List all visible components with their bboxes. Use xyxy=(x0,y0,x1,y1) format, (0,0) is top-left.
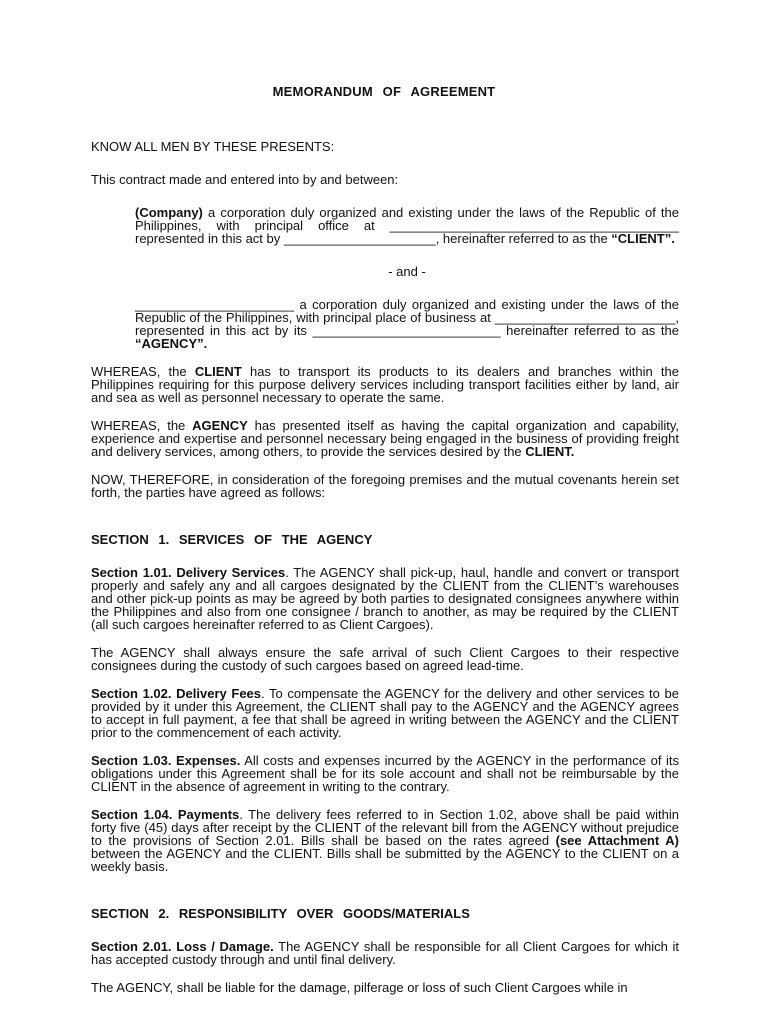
whereas-agency-client-bold: CLIENT. xyxy=(525,444,575,459)
whereas-agency-paragraph xyxy=(91,419,679,458)
section-1-01-text: . The AGENCY shall pick-up, haul, handle and convert or transport properly and safely any and all cargoes designated by the CLIENT from the CLIENT’s warehouses and other pick-up points as may be agreed by both parties to designated consignees anywhere within the Philippines and also from one consignee / branch to another, as may be required by the CLIENT (all such cargoes hereinafter referred to as Client Cargoes). xyxy=(91,565,679,632)
party-agency-paragraph xyxy=(135,298,679,350)
attachment-reference: (see Attachment A) xyxy=(555,833,679,848)
party-client-paragraph xyxy=(135,206,679,245)
know-all-line: KNOW ALL MEN BY THESE PRESENTS: xyxy=(91,139,335,154)
party-agency-text: ______________________ a corporation duly organized and existing under the laws of the Republic of the Philippines, with principal place of business at _________________________, represented in this act by its __________________________ hereinafter referred to as the xyxy=(135,297,679,338)
and-separator: - and - xyxy=(388,264,426,279)
section-2-01-paragraph xyxy=(91,940,679,966)
section-1-03-paragraph xyxy=(91,754,679,793)
section-2-01-paragraph-2: The AGENCY, shall be liable for the damage, pilferage or loss of such Client Cargoes while in xyxy=(91,980,628,995)
now-therefore-paragraph: NOW, THEREFORE, in consideration of the foregoing premises and the mutual covenants herein set forth, the parties have agreed as follows: xyxy=(91,472,679,500)
section-1-02-head: Section 1.02. Delivery Fees xyxy=(91,686,262,701)
whereas-client-paragraph xyxy=(91,365,679,404)
whereas-client-text: has to transport its products to its dealers and branches within the Philippines requiring for this purpose delivery services including transport facilities either by land, air and sea as well as personnel necessary to operate the same. xyxy=(91,364,680,405)
section-2-01-head: Section 2.01. Loss / Damage. xyxy=(91,939,274,954)
section-1-02-paragraph xyxy=(91,687,679,739)
section-2-heading: SECTION 2. RESPONSIBILITY OVER GOODS/MATERIALS xyxy=(91,906,470,921)
section-1-04-paragraph xyxy=(91,808,679,873)
document-body xyxy=(91,140,679,994)
section-1-01-head: Section 1.01. Delivery Services xyxy=(91,565,286,580)
document-title: MEMORANDUM OF AGREEMENT xyxy=(272,84,496,99)
section-1-02-text: . To compensate the AGENCY for the delivery and other services to be provided by it under this Agreement, the CLIENT shall pay to the AGENCY and the AGENCY agrees to accept in full payment, a fee that shall be agreed in writing between the AGENCY and the CLIENT prior to the commencement of each activity. xyxy=(91,686,679,740)
section-1-04-text-b: between the AGENCY and the CLIENT. Bills shall be submitted by the AGENCY to the CLIENT on a weekly basis. xyxy=(91,846,679,874)
section-1-heading: SECTION 1. SERVICES OF THE AGENCY xyxy=(91,532,373,547)
section-1-01-paragraph-2: The AGENCY shall always ensure the safe arrival of such Client Cargoes to their respective consignees during the custody of such cargoes based on agreed lead-time. xyxy=(91,645,679,673)
company-label: (Company) xyxy=(135,205,203,220)
section-2-01-text: The AGENCY shall be responsible for all Client Cargoes for which it has accepted custody through and until final delivery. xyxy=(91,939,679,967)
section-1-04-text-a: . The delivery fees referred to in Section 1.02, above shall be paid within forty five (45) days after receipt by the CLIENT of the relevant bill from the AGENCY without prejudice to the provisions of Section 2.01. Bills shall be based on the rates agreed xyxy=(91,807,679,848)
section-1-03-head: Section 1.03. Expenses. xyxy=(91,753,241,768)
whereas-client-bold: CLIENT xyxy=(194,364,242,379)
whereas-client-lead: WHEREAS, the xyxy=(91,364,195,379)
party-client-text: a corporation duly organized and existing under the laws of the Republic of the Philippines, with principal office at ________________________________________ represented in this act by _____________________, hereinafter referred to as the xyxy=(135,205,679,246)
client-label: “CLIENT”. xyxy=(611,231,675,246)
whereas-agency-text: has presented itself as having the capital organization and capability, experience and expertise and personnel necessary being engaged in the business of providing freight and delivery services, among others, to provide the services desired by the xyxy=(91,418,679,459)
whereas-agency-bold: AGENCY xyxy=(192,418,248,433)
section-1-01-paragraph xyxy=(91,566,679,631)
section-1-04-head: Section 1.04. Payments xyxy=(91,807,240,822)
whereas-agency-lead: WHEREAS, the xyxy=(91,418,193,433)
agency-label: “AGENCY”. xyxy=(135,336,208,351)
section-1-03-text: All costs and expenses incurred by the AGENCY in the performance of its obligations under this Agreement shall be for its sole account and shall not be reimbursable by the CLIENT in the absence of agreement in writing to the contrary. xyxy=(91,753,680,794)
intro-line: This contract made and entered into by and between: xyxy=(91,172,399,187)
